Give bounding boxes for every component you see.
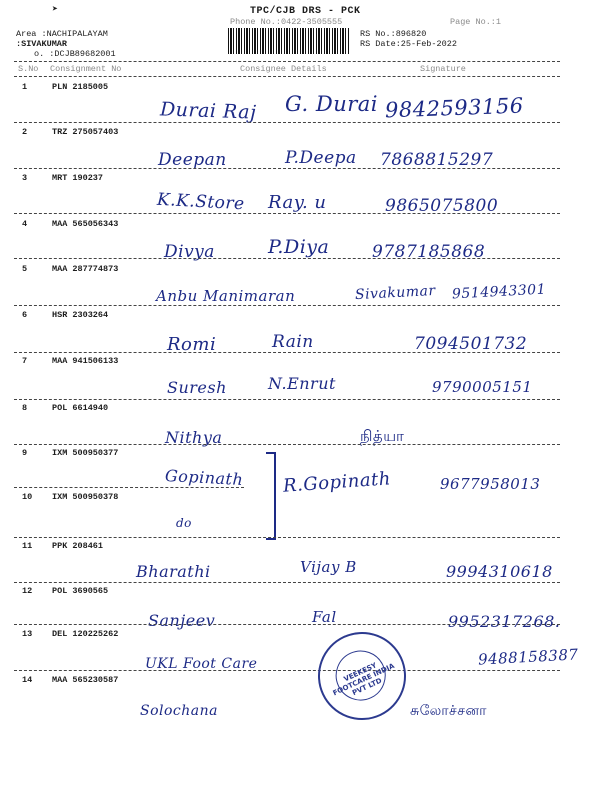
signature: Ray. u [268,192,327,213]
consignment-number: IXM 500950377 [52,448,119,458]
row-number: 13 [22,629,33,639]
signature: Sivakumar [354,282,437,304]
phone-handwritten: 9865075800 [385,196,499,216]
phone-handwritten: 9994310618 [446,562,553,581]
consignee-name: do [176,516,192,530]
row-number: 11 [22,541,33,551]
row-number: 10 [22,492,33,502]
divider [14,487,244,488]
consignment-number: TRZ 275057403 [52,127,119,137]
phone-handwritten: 9842593156 [384,93,524,123]
consignment-number: POL 3690565 [52,586,109,596]
consignment-number: MRT 190237 [52,173,104,183]
area-label: Area :NACHIPALAYAM [16,29,108,39]
divider [14,537,560,538]
consignee-name: Sanjeev [148,611,216,630]
consignee-name: Anbu Manimaran [156,287,296,305]
consignee-name: K.K.Store [156,189,246,215]
row-number: 9 [22,448,28,458]
divider [14,61,560,62]
column-header-consignment: Consignment No [50,64,122,74]
row-number: 7 [22,356,28,366]
phone-handwritten: 9952317268. [448,612,561,631]
divider [14,624,560,625]
phone-handwritten: 7094501732 [414,334,528,354]
consignee-name: Nithya [165,428,223,447]
divider [14,444,560,445]
consignment-number: DEL 120225262 [52,629,119,639]
row-number: 5 [22,264,28,274]
signature: N.Enrut [268,374,336,393]
consignee-name: Solochana [140,703,218,719]
row-number: 14 [22,675,33,685]
phone-handwritten: 9488158387 [477,645,579,669]
consignment-number: HSR 2303264 [52,310,109,320]
consignee-name: Deepan [158,150,227,170]
signature: சுலோச்சனா [410,703,487,719]
divider [14,582,560,583]
phone-handwritten: 9677958013 [440,475,541,493]
divider [14,122,560,123]
consignment-number: MAA 287774873 [52,264,119,274]
signature: R.Gopinath [282,468,392,497]
signature: Vijay B [300,558,357,576]
divider [14,670,560,671]
signature: Rain [272,332,314,352]
signature: G. Durai [285,92,379,116]
column-header-consignee: Consignee Details [240,64,327,74]
consignee-name: Divya [164,242,215,262]
consignee-name: UKL Foot Care [145,656,258,672]
phone-handwritten: 9514943301 [451,281,547,303]
arrow-mark-icon: ➤ [52,5,59,16]
signature: நித்யா [360,427,405,445]
consignment-number: PLN 2185005 [52,82,109,92]
signature: P.Diya [268,236,330,258]
divider [14,258,560,259]
grouping-bracket [266,452,276,540]
row-number: 1 [22,82,28,92]
consignment-number: PPK 208461 [52,541,104,551]
divider [14,305,560,306]
divider [14,352,560,353]
stamp-text: VEEKESY FOOTCARE INDIA PVT LTD [331,661,396,698]
consignment-number: MAA 565230587 [52,675,119,685]
phone-number: Phone No.:0422-3505555 [230,17,343,27]
divider [14,213,560,214]
divider [14,76,560,77]
page-number: Page No.:1 [450,17,502,27]
row-number: 2 [22,127,28,137]
consignee-name: Romi [167,334,217,355]
column-header-signature: Signature [420,64,466,74]
signature: P.Deepa [285,148,357,168]
rs-number: RS No.:896820 [360,29,427,39]
row-number: 4 [22,219,28,229]
consignee-name: Bharathi [136,562,211,581]
row-number: 8 [22,403,28,413]
phone-handwritten: 9787185868 [372,242,486,262]
rs-date: RS Date:25-Feb-2022 [360,39,457,49]
barcode-icon [228,28,350,54]
delivery-person: :SIVAKUMAR [16,39,68,49]
consignment-number: MAA 565056343 [52,219,119,229]
company-stamp [304,618,421,735]
consignee-name: Durai Raj [159,98,257,124]
document-title: TPC/CJB DRS - PCK [250,6,361,17]
drs-number: o. :DCJB89682001 [34,49,116,59]
divider [14,168,560,169]
signature: Fal [312,608,337,626]
consignee-name: Gopinath [164,465,244,490]
divider [14,399,560,400]
row-number: 3 [22,173,28,183]
row-number: 6 [22,310,28,320]
consignee-name: Suresh [167,378,227,397]
consignment-number: MAA 941506133 [52,356,119,366]
column-header-sno: S.No [18,64,39,74]
row-number: 12 [22,586,33,596]
consignment-number: POL 6614940 [52,403,109,413]
phone-handwritten: 7868815297 [380,150,494,170]
consignment-number: IXM 500950378 [52,492,119,502]
phone-handwritten: 9790005151 [432,378,533,396]
